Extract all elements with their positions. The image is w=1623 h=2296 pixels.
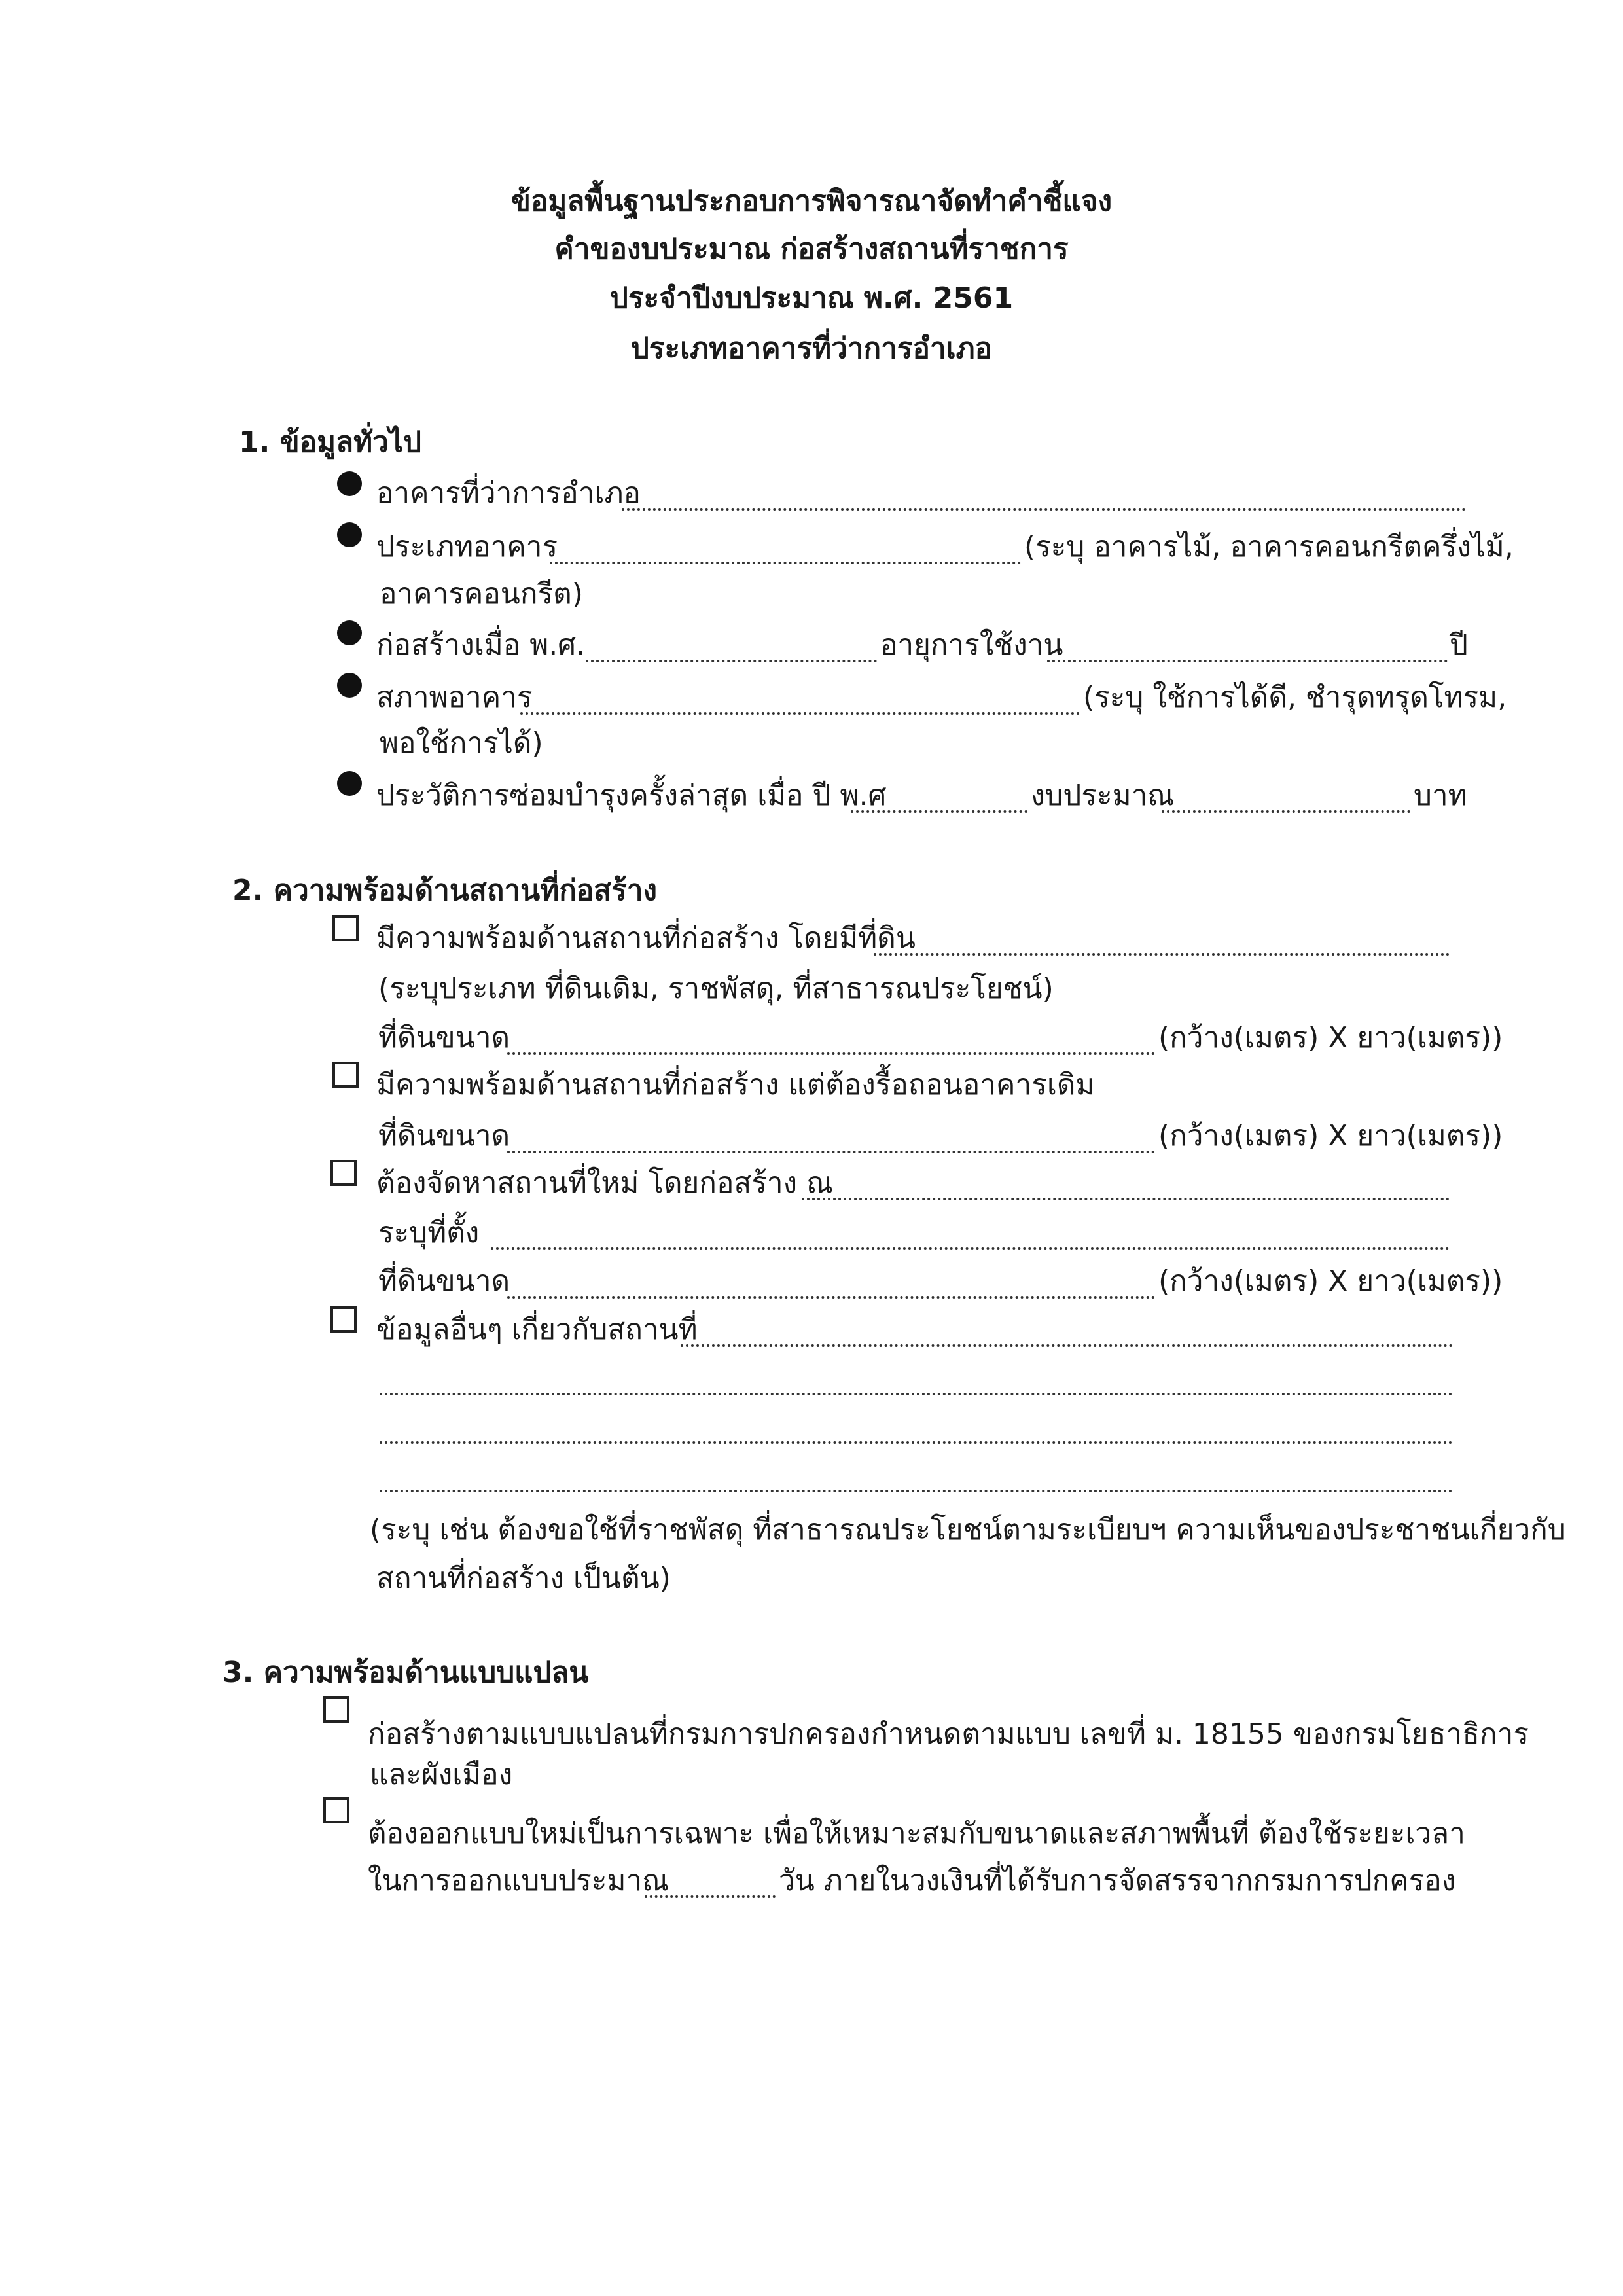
checkbox-other-info[interactable] xyxy=(330,1306,357,1333)
checkbox-new-design[interactable] xyxy=(323,1797,349,1823)
bullet-icon xyxy=(337,620,362,645)
bullet-icon xyxy=(337,471,362,496)
repair-budget-field[interactable] xyxy=(1162,810,1410,813)
budget-unit: บาท xyxy=(1414,779,1467,812)
other-info-field-3[interactable] xyxy=(380,1441,1453,1444)
title-line-3: ประจำปีงบประมาณ พ.ศ. 2561 xyxy=(609,281,1014,315)
section-3-heading: 3. ความพร้อมด้านแบบแปลน xyxy=(223,1656,589,1689)
location-field[interactable] xyxy=(491,1247,1450,1250)
title-line-2: คำของบประมาณ ก่อสร้างสถานที่ราชการ xyxy=(554,232,1069,266)
land-ready-note: (ระบุประเภท ที่ดินเดิม, ราชพัสดุ, ที่สาธารณประโยชน์) xyxy=(378,972,1054,1005)
land-size-field-3[interactable] xyxy=(507,1296,1155,1299)
item-repair-label: ประวัติการซ่อมบำรุงครั้งล่าสุด เมื่อ ปี พ.ศ xyxy=(376,779,887,812)
other-info-field-4[interactable] xyxy=(380,1490,1453,1492)
building-name-field[interactable] xyxy=(622,508,1466,511)
design-duration-label: ในการออกแบบประมาณ xyxy=(368,1864,669,1897)
other-info-note-cont: สถานที่ก่อสร้าง เป็นต้น) xyxy=(376,1562,671,1595)
option-new-design-label: ต้องออกแบบใหม่เป็นการเฉพาะ เพื่อให้เหมาะสมกับขนาดและสภาพพื้นที่ ต้องใช้ระยะเวลา xyxy=(368,1817,1465,1850)
condition-note-cont: พอใช้การได้) xyxy=(380,726,543,760)
other-info-field-1[interactable] xyxy=(681,1344,1453,1347)
item-building-label: อาคารที่ว่าการอำเภอ xyxy=(376,476,641,510)
checkbox-land-ready[interactable] xyxy=(332,915,359,941)
land-size-field-1[interactable] xyxy=(507,1052,1155,1055)
bullet-icon xyxy=(337,771,362,796)
option-land-ready-label: มีความพร้อมด้านสถานที่ก่อสร้าง โดยมีที่ดิน xyxy=(376,922,916,955)
land-size-label-3: ที่ดินขนาด xyxy=(378,1265,510,1298)
building-type-note: (ระบุ อาคารไม้, อาคารคอนกรีตครึ่งไม้, xyxy=(1024,530,1514,564)
building-type-field[interactable] xyxy=(550,562,1021,564)
section-2-heading: 2. ความพร้อมด้านสถานที่ก่อสร้าง xyxy=(232,874,657,907)
checkbox-demolish[interactable] xyxy=(332,1062,359,1088)
repair-year-field[interactable] xyxy=(851,810,1027,813)
option-other-info-label: ข้อมูลอื่นๆ เกี่ยวกับสถานที่ xyxy=(376,1313,698,1346)
option-standard-plan-cont: และผังเมือง xyxy=(370,1758,513,1791)
age-unit: ปี xyxy=(1450,628,1468,662)
title-line-4: ประเภทอาคารที่ว่าการอำเภอ xyxy=(630,332,993,365)
new-site-field[interactable] xyxy=(802,1198,1450,1200)
item-age-label: อายุการใช้งาน xyxy=(880,628,1063,662)
option-demolish-label: มีความพร้อมด้านสถานที่ก่อสร้าง แต่ต้องรื้อถอนอาคารเดิม xyxy=(376,1068,1095,1102)
option-standard-plan-label: ก่อสร้างตามแบบแปลนที่กรมการปกครองกำหนดตามแบบ เลขที่ ม. 18155 ของกรมโยธาธิการ xyxy=(368,1717,1529,1751)
section-1-heading: 1. ข้อมูลทั่วไป xyxy=(239,425,421,459)
land-size-field-2[interactable] xyxy=(507,1151,1155,1153)
option-new-site-label: ต้องจัดหาสถานที่ใหม่ โดยก่อสร้าง ณ xyxy=(376,1166,833,1200)
age-field[interactable] xyxy=(1047,660,1448,662)
location-label: ระบุที่ตั้ง xyxy=(378,1216,480,1249)
item-building-type-label: ประเภทอาคาร xyxy=(376,530,558,564)
bullet-icon xyxy=(337,673,362,698)
dimension-unit-2: (กว้าง(เมตร) X ยาว(เมตร)) xyxy=(1158,1119,1503,1153)
dimension-unit-3: (กว้าง(เมตร) X ยาว(เมตร)) xyxy=(1158,1265,1503,1298)
item-built-year-label: ก่อสร้างเมื่อ พ.ศ. xyxy=(376,628,586,662)
land-ready-field[interactable] xyxy=(874,953,1450,956)
checkbox-standard-plan[interactable] xyxy=(323,1696,349,1723)
bullet-icon xyxy=(337,522,362,547)
condition-note: (ระบุ ใช้การได้ดี, ชำรุดทรุดโทรม, xyxy=(1083,681,1507,714)
item-budget-label: งบประมาณ xyxy=(1031,779,1175,812)
land-size-label-2: ที่ดินขนาด xyxy=(378,1119,510,1153)
title-line-1: ข้อมูลพื้นฐานประกอบการพิจารณาจัดทำคำชี้แจง xyxy=(510,185,1113,218)
design-duration-cont: วัน ภายในวงเงินที่ได้รับการจัดสรรจากกรมการปกครอง xyxy=(779,1864,1456,1897)
other-info-note: (ระบุ เช่น ต้องขอใช้ที่ราชพัสดุ ที่สาธารณประโยชน์ตามระเบียบฯ ความเห็นของประชาชนเกี่ยวกับ xyxy=(370,1513,1566,1547)
condition-field[interactable] xyxy=(520,712,1080,715)
land-size-label-1: ที่ดินขนาด xyxy=(378,1021,510,1054)
building-type-note-cont: อาคารคอนกรีต) xyxy=(380,577,583,611)
other-info-field-2[interactable] xyxy=(380,1393,1453,1395)
item-condition-label: สภาพอาคาร xyxy=(376,681,533,714)
checkbox-new-site[interactable] xyxy=(330,1160,357,1186)
built-year-field[interactable] xyxy=(586,660,877,662)
dimension-unit-1: (กว้าง(เมตร) X ยาว(เมตร)) xyxy=(1158,1021,1503,1054)
design-duration-field[interactable] xyxy=(645,1895,776,1898)
